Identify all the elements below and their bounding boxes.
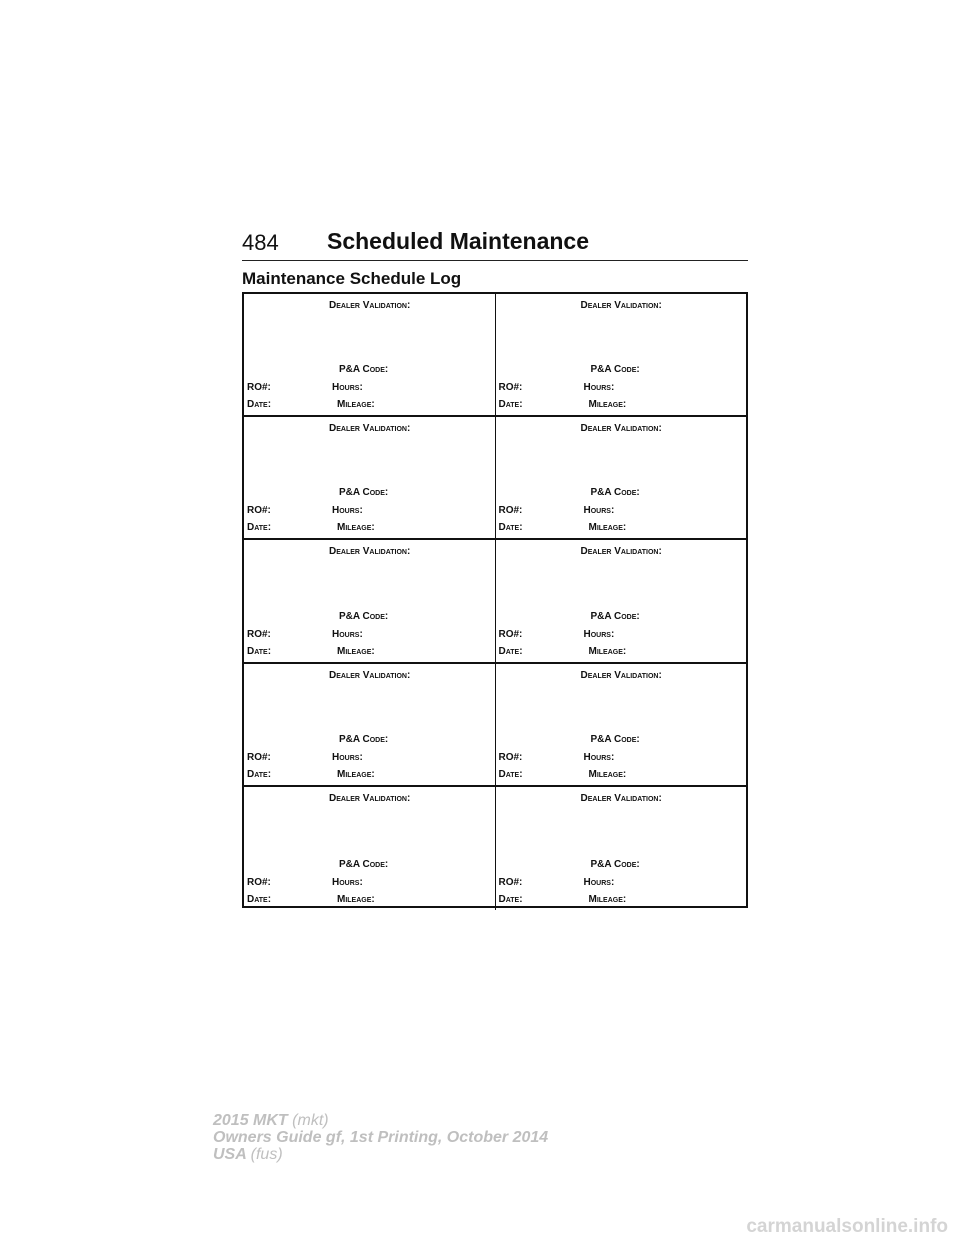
ro-label: RO#:	[247, 382, 271, 394]
pa-code-label: P&A Code:	[339, 858, 389, 870]
ro-label: RO#:	[247, 628, 271, 640]
footer-market: USA	[213, 1146, 247, 1163]
hours-label: Hours:	[583, 382, 615, 394]
date-label: Date:	[247, 399, 272, 411]
mileage-label: Mileage:	[337, 645, 375, 657]
hours-label: Hours:	[332, 751, 363, 763]
watermark: carmanualsonline.info	[746, 1216, 948, 1237]
ro-label: RO#:	[498, 628, 523, 640]
ro-label: RO#:	[498, 505, 523, 517]
mileage-label: Mileage:	[588, 522, 627, 534]
pa-code-label: P&A Code:	[590, 364, 640, 376]
ro-label: RO#:	[498, 382, 523, 394]
footer-market-code: (fus)	[250, 1146, 283, 1163]
mileage-label: Mileage:	[337, 893, 375, 905]
page-number: 484	[242, 230, 279, 255]
date-label: Date:	[498, 399, 523, 411]
footer-line-2: Owners Guide gf, 1st Printing, October 2014	[213, 1129, 549, 1146]
pa-code-label: P&A Code:	[339, 487, 389, 499]
ro-label: RO#:	[498, 876, 523, 888]
log-entry	[495, 540, 747, 661]
hours-label: Hours:	[332, 382, 363, 394]
ro-label: RO#:	[247, 751, 271, 763]
date-label: Date:	[498, 768, 523, 780]
ro-label: RO#:	[498, 751, 523, 763]
mileage-label: Mileage:	[588, 893, 627, 905]
date-label: Date:	[498, 645, 523, 657]
log-row	[244, 540, 746, 663]
footer-line-3	[213, 1146, 548, 1163]
pa-code-label: P&A Code:	[339, 610, 389, 622]
pa-code-label: P&A Code:	[339, 733, 389, 745]
dealer-validation-label: Dealer Validation:	[580, 300, 662, 311]
dealer-validation-label: Dealer Validation:	[580, 669, 662, 681]
hours-label: Hours:	[332, 505, 363, 517]
pa-code-label: P&A Code:	[590, 733, 640, 745]
log-entry	[244, 540, 495, 661]
log-row	[244, 664, 746, 787]
log-entry	[495, 294, 747, 415]
page-title: Scheduled Maintenance	[327, 228, 590, 254]
mileage-label: Mileage:	[588, 645, 627, 657]
mileage-label: Mileage:	[337, 522, 375, 534]
dealer-validation-label: Dealer Validation:	[329, 792, 411, 804]
log-row	[244, 417, 746, 540]
hours-label: Hours:	[583, 628, 615, 640]
footer-line-1	[213, 1112, 548, 1129]
mileage-label: Mileage:	[588, 768, 627, 780]
dealer-validation-label: Dealer Validation:	[329, 669, 411, 681]
dealer-validation-label: Dealer Validation:	[580, 546, 662, 558]
dealer-validation-label: Dealer Validation:	[329, 300, 411, 311]
log-entry	[244, 787, 495, 910]
page-header	[242, 226, 748, 261]
hours-label: Hours:	[583, 751, 615, 763]
log-row	[244, 294, 746, 417]
log-entry	[495, 664, 747, 785]
ro-label: RO#:	[247, 876, 271, 888]
hours-label: Hours:	[583, 876, 615, 888]
mileage-label: Mileage:	[588, 399, 627, 411]
pa-code-label: P&A Code:	[590, 858, 640, 870]
dealer-validation-label: Dealer Validation:	[580, 792, 662, 804]
dealer-validation-label: Dealer Validation:	[329, 423, 411, 435]
log-row	[244, 787, 746, 910]
date-label: Date:	[247, 645, 272, 657]
date-label: Date:	[247, 893, 272, 905]
section-title: Maintenance Schedule Log	[242, 269, 462, 288]
document-footer	[213, 1112, 548, 1163]
log-entry	[244, 664, 495, 785]
hours-label: Hours:	[332, 876, 363, 888]
log-entry	[244, 417, 495, 538]
hours-label: Hours:	[583, 505, 615, 517]
dealer-validation-label: Dealer Validation:	[580, 423, 662, 435]
pa-code-label: P&A Code:	[339, 364, 389, 376]
footer-model: 2015 MKT	[213, 1112, 288, 1129]
ro-label: RO#:	[247, 505, 271, 517]
dealer-validation-label: Dealer Validation:	[329, 546, 411, 558]
mileage-label: Mileage:	[337, 399, 375, 411]
pa-code-label: P&A Code:	[590, 487, 640, 499]
footer-model-code: (mkt)	[292, 1112, 329, 1129]
log-entry	[495, 787, 747, 910]
pa-code-label: P&A Code:	[590, 610, 640, 622]
mileage-label: Mileage:	[337, 768, 375, 780]
date-label: Date:	[498, 522, 523, 534]
date-label: Date:	[247, 522, 272, 534]
hours-label: Hours:	[332, 628, 363, 640]
log-entry	[244, 294, 495, 415]
log-entry	[495, 417, 747, 538]
maintenance-log-table	[242, 292, 748, 908]
date-label: Date:	[498, 893, 523, 905]
date-label: Date:	[247, 768, 272, 780]
